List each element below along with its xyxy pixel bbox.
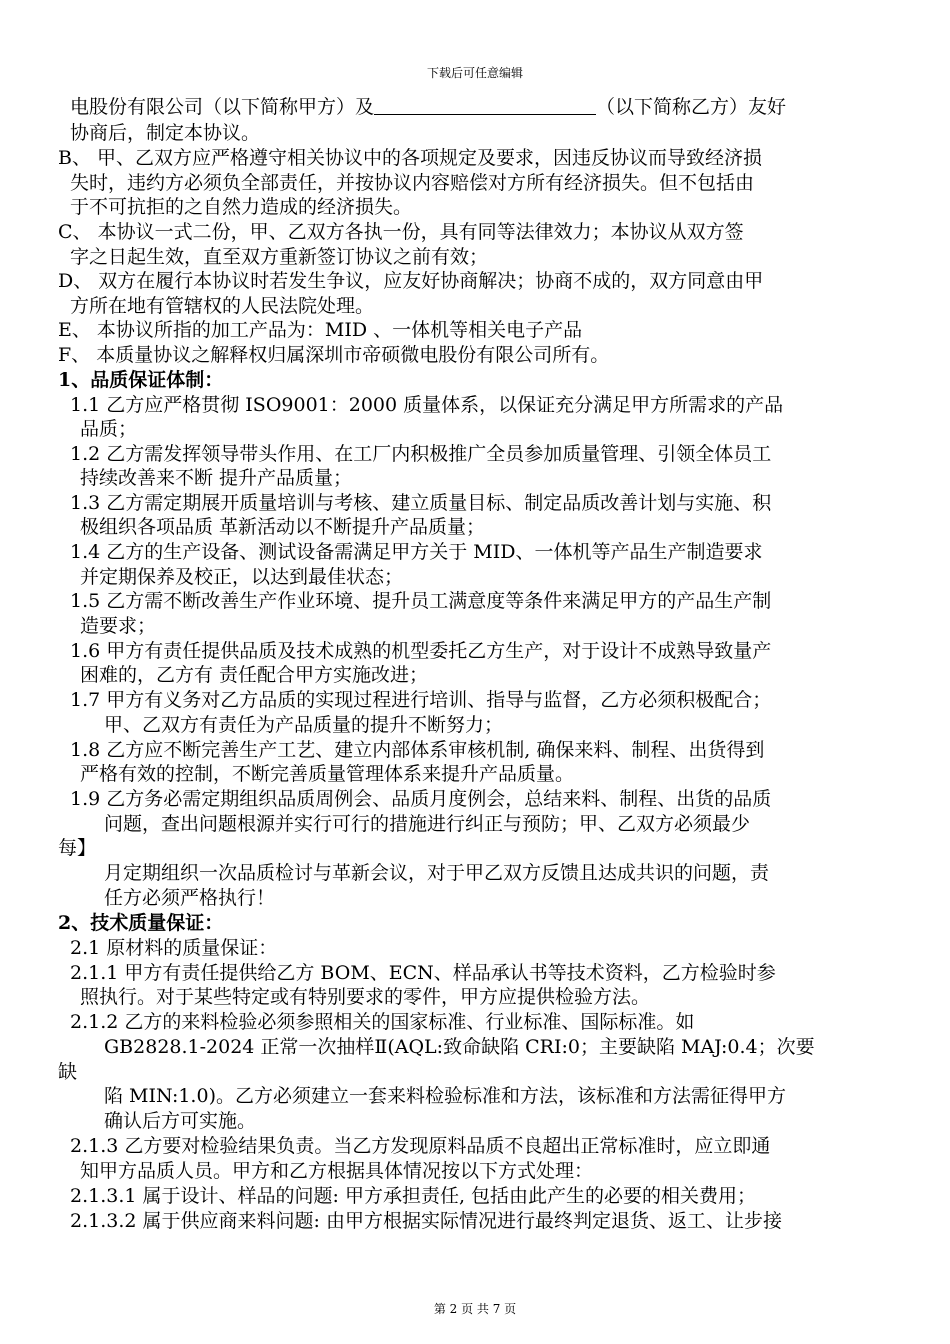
text-line: 甲、乙双方有责任为产品质量的提升不断努力； bbox=[104, 714, 504, 736]
text-line: 并定期保养及校正，以达到最佳状态； bbox=[80, 566, 404, 588]
text-line: 任方必须严格执行！ bbox=[104, 887, 276, 909]
text-line: 造要求； bbox=[80, 615, 157, 637]
text-line: 确认后方可实施。 bbox=[104, 1110, 257, 1132]
item-1-4: 1.4 乙方的生产设备、测试设备需满足甲方关于 MID、一体机等产品生产制造要求 bbox=[70, 541, 763, 563]
clause-f: F、 本质量协议之解释权归属深圳市帝硕微电股份有限公司所有。 bbox=[58, 344, 610, 366]
item-1-6: 1.6 甲方有责任提供品质及技术成熟的机型委托乙方生产，对于设计不成熟导致量产 bbox=[70, 640, 772, 662]
section-heading-1: 1、品质保证体制： bbox=[58, 369, 224, 391]
clause-e: E、 本协议所指的加工产品为：MID 、一体机等相关电子产品 bbox=[58, 319, 583, 341]
text-line: 照执行。对于某些特定或有特别要求的零件，甲方应提供检验方法。 bbox=[80, 986, 651, 1008]
text-line: 困难的，乙方有 责任配合甲方实施改进； bbox=[80, 664, 429, 686]
item-2-1-3-1: 2.1.3.1 属于设计、样品的问题: 甲方承担责任, 包括由此产生的必要的相关费用； bbox=[70, 1185, 757, 1207]
item-1-8: 1.8 乙方应不断完善生产工艺、建立内部体系审核机制, 确保来料、制程、出货得到 bbox=[70, 739, 765, 761]
text-line: 电股份有限公司（以下简称甲方）及 （以下简称乙方）友好 bbox=[70, 96, 787, 118]
text-line: GB2828.1-2024 正常一次抽样Ⅱ(AQL:致命缺陷 CRI:0；主要缺陷 MAJ:0.4；次要 bbox=[104, 1036, 815, 1058]
clause-c: C、 本协议一式二份，甲、乙双方各执一份，具有同等法律效力；本协议从双方签 bbox=[58, 221, 744, 243]
text-line: 于不可抗拒的之自然力造成的经济损失。 bbox=[70, 196, 413, 218]
item-1-3: 1.3 乙方需定期展开质量培训与考核、建立质量目标、制定品质改善计划与实施、积 bbox=[70, 492, 772, 514]
text-line: 问题，查出问题根源并实行可行的措施进行纠正与预防；甲、乙双方必须最少 bbox=[104, 813, 751, 835]
text-line: 极组织各项品质 革新活动以不断提升产品质量； bbox=[80, 516, 486, 538]
text-line: 品质； bbox=[80, 418, 138, 440]
item-2-1-3: 2.1.3 乙方要对检验结果负责。当乙方发现原料品质不良超出正常标准时，应立即通 bbox=[70, 1135, 771, 1157]
clause-d: D、 双方在履行本协议时若发生争议，应友好协商解决；协商不成的，双方同意由甲 bbox=[58, 270, 764, 292]
page-footer: 第 2 页 共 7 页 bbox=[433, 1302, 517, 1316]
item-1-7: 1.7 甲方有义务对乙方品质的实现过程进行培训、指导与监督，乙方必须积极配合； bbox=[70, 689, 772, 711]
text-line: 陷 MIN:1.0)。乙方必须建立一套来料检验标准和方法，该标准和方法需征得甲方 bbox=[104, 1085, 786, 1107]
blank-underline bbox=[374, 94, 596, 115]
text-line: 月定期组织一次品质检讨与革新会议，对于甲乙双方反馈且达成共识的问题，责 bbox=[104, 862, 770, 884]
text-line: 持续改善来不断 提升产品质量； bbox=[80, 467, 353, 489]
text-line: 协商后，制定本协议。 bbox=[70, 122, 261, 144]
text-line: 知甲方品质人员。甲方和乙方根据具体情况按以下方式处理： bbox=[80, 1160, 594, 1182]
item-1-1: 1.1 乙方应严格贯彻 ISO9001：2000 质量体系，以保证充分满足甲方所需求的产品 bbox=[70, 394, 784, 416]
item-2-1-2: 2.1.2 乙方的来料检验必须参照相关的国家标准、行业标准、国际标准。如 bbox=[70, 1011, 695, 1033]
text-line: 缺 bbox=[58, 1061, 78, 1083]
text-line: 严格有效的控制，不断完善质量管理体系来提升产品质量。 bbox=[80, 763, 575, 785]
item-1-9: 1.9 乙方务必需定期组织品质周例会、品质月度例会，总结来料、制程、出货的品质 bbox=[70, 788, 772, 810]
text-line: 字之日起生效，直至双方重新签订协议之前有效； bbox=[70, 246, 489, 268]
item-1-2: 1.2 乙方需发挥领导带头作用、在工厂内积极推广全员参加质量管理、引领全体员工 bbox=[70, 443, 772, 465]
item-2-1-3-2: 2.1.3.2 属于供应商来料问题: 由甲方根据实际情况进行最终判定退货、返工、让步接 bbox=[70, 1210, 782, 1232]
text-line: 每】 bbox=[58, 837, 97, 859]
text-line: 方所在地有管辖权的人民法院处理。 bbox=[70, 295, 375, 317]
item-1-5: 1.5 乙方需不断改善生产作业环境、提升员工满意度等条件来满足甲方的产品生产制 bbox=[70, 590, 772, 612]
text-line: 失时，违约方必须负全部责任，并按协议内容赔偿对方所有经济损失。但不包括由 bbox=[70, 172, 755, 194]
page-header: 下载后可任意编辑 bbox=[426, 66, 523, 80]
item-2-1-1: 2.1.1 甲方有责任提供给乙方 BOM、ECN、样品承认书等技术资料，乙方检验时参 bbox=[70, 962, 776, 984]
section-heading-2: 2、技术质量保证： bbox=[58, 912, 224, 934]
item-2-1: 2.1 原材料的质量保证： bbox=[70, 937, 278, 959]
clause-b: B、 甲、乙双方应严格遵守相关协议中的各项规定及要求，因违反协议而导致经济损 bbox=[58, 147, 763, 169]
